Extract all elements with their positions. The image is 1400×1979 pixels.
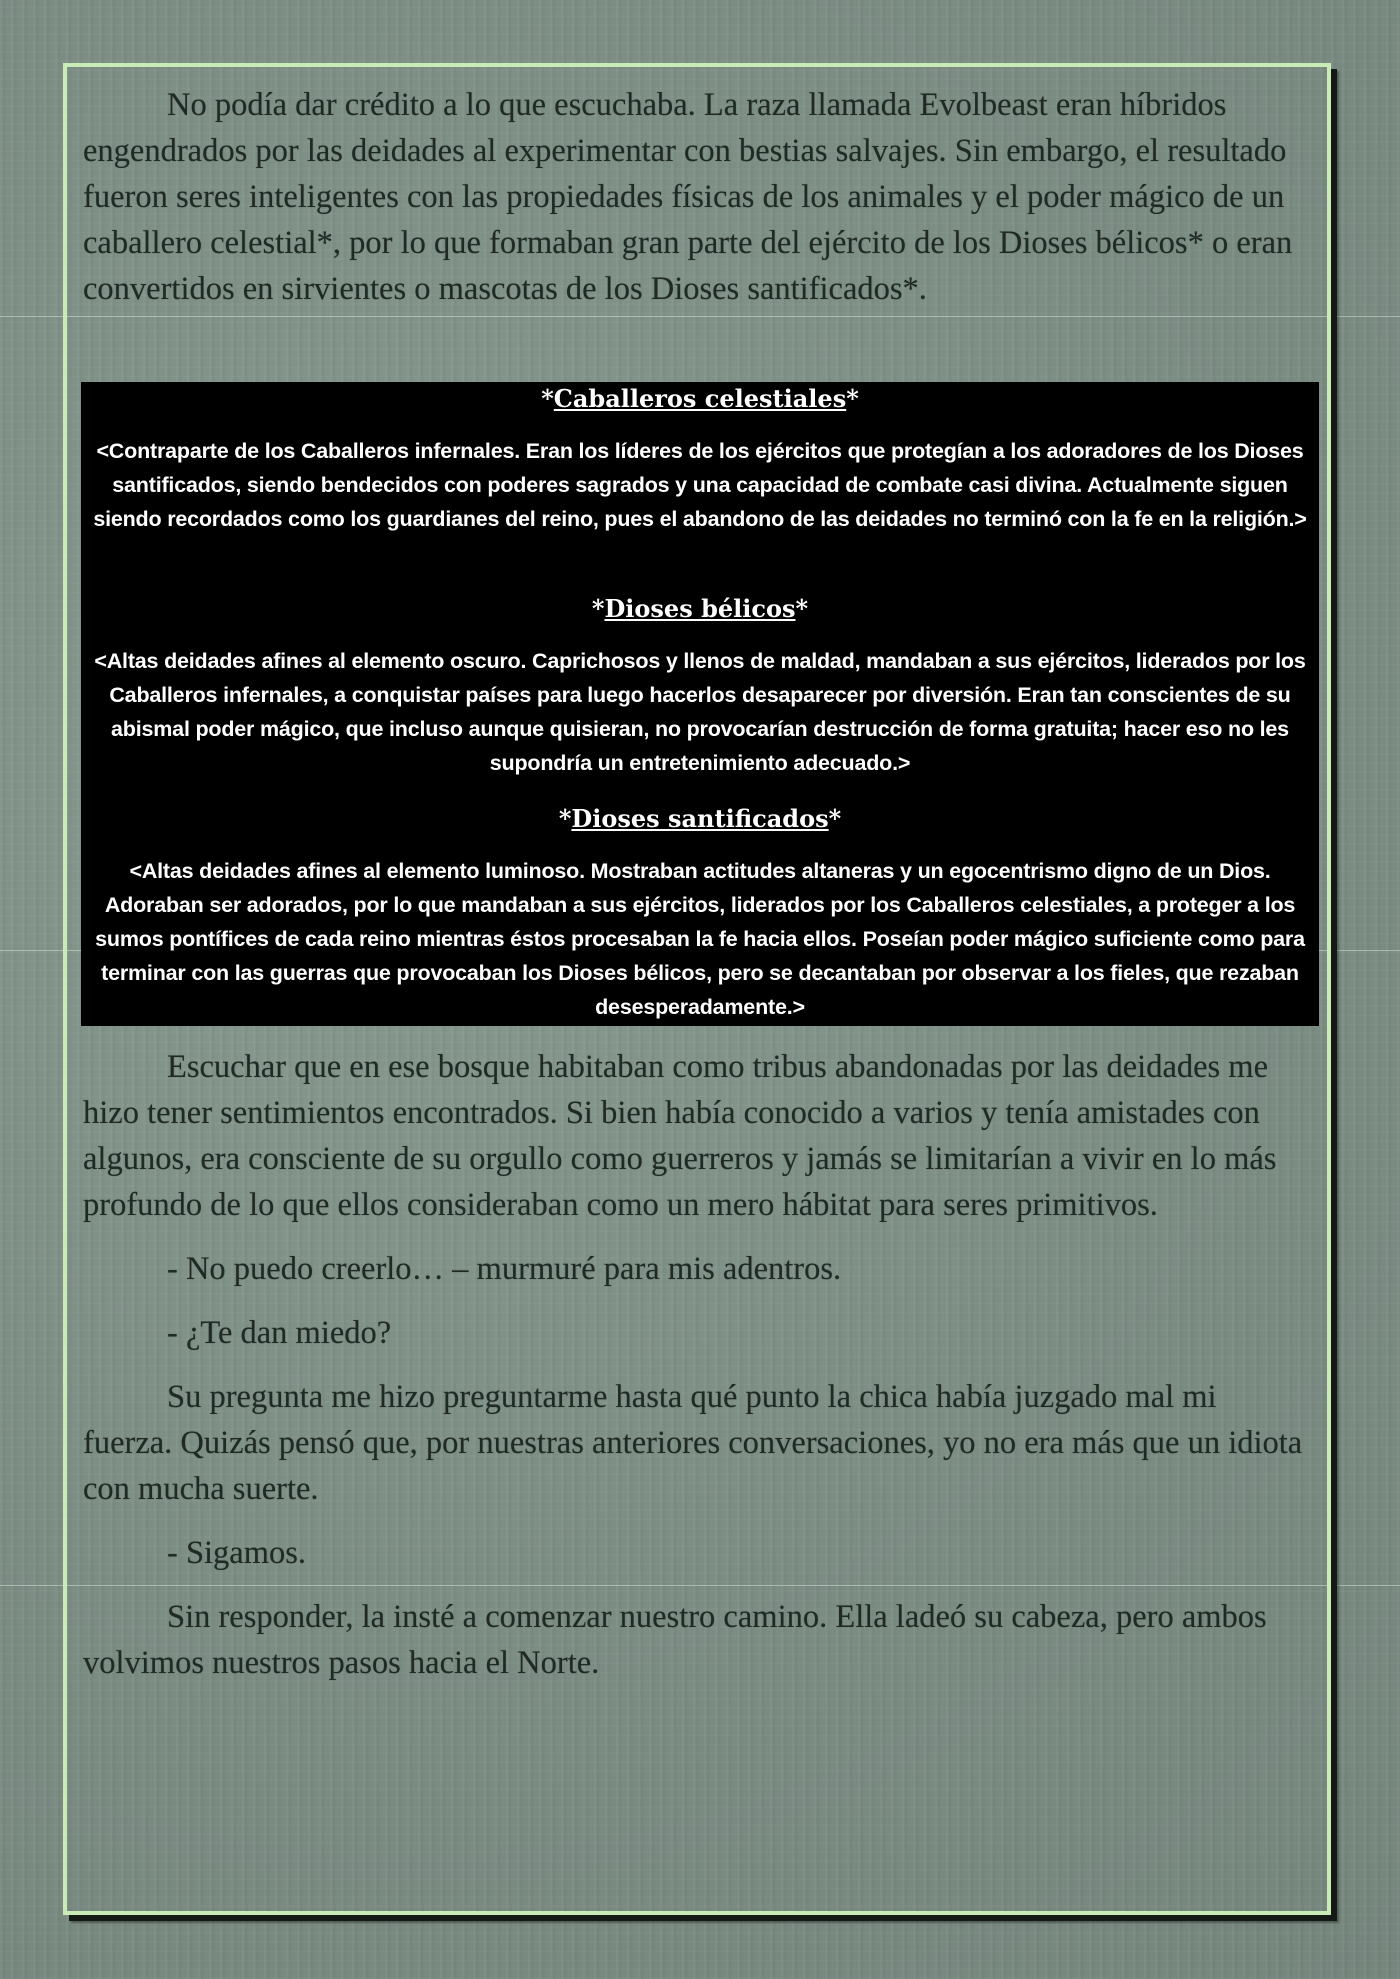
- glossary-entry: [85, 592, 1315, 780]
- glossary-definition: <Altas deidades afines al elemento luminoso. Mostraban actitudes altaneras y un egocentrismo digno de un Dios. Adoraban ser adorados, por lo que mandaban a sus ejércitos, liderados por los Caballeros celestiales, a proteger a los sumos pontífices de cada reino mientras éstos procesaban la fe hacia ellos. Poseían poder mágico suficiente como para terminar con las guerras que provocaban los Dioses bélicos, pero se decantaban por observar a los fieles, que rezaban desesperadamente.>: [95, 859, 1305, 1019]
- page-body-bottom: [83, 1044, 1321, 1686]
- paragraph-question: Su pregunta me hizo preguntarme hasta qué punto la chica había juzgado mal mi fuerza. Quizás pensó que, por nuestras anteriores conversaciones, yo no era más que un idiota con mucha suerte.: [83, 1379, 1303, 1507]
- glossary-mark: *: [541, 384, 554, 413]
- glossary-term-heading: [85, 592, 1315, 626]
- glossary-mark: *: [795, 594, 809, 623]
- dialogue-line: - ¿Te dan miedo?: [167, 1315, 392, 1351]
- glossary-term-heading: [85, 382, 1315, 416]
- paragraph-north: Sin responder, la insté a comenzar nuestro camino. Ella ladeó su cabeza, pero ambos volvimos nuestros pasos hacia el Norte.: [83, 1599, 1267, 1681]
- page-body-top: [83, 82, 1321, 312]
- glossary-box: [81, 382, 1319, 1026]
- glossary-term: Dioses santificados: [571, 804, 829, 833]
- dialogue-line: - Sigamos.: [167, 1535, 307, 1571]
- paragraph-intro: No podía dar crédito a lo que escuchaba. La raza llamada Evolbeast eran híbridos engendrados por las deidades al experimentar con bestias salvajes. Sin embargo, el resultado fueron seres inteligentes con las propiedades físicas de los animales y el poder mágico de un caballero celestial*, por lo que formaban gran parte del ejército de los Dioses bélicos* o eran convertidos en sirvientes o mascotas de los Dioses santificados*.: [83, 87, 1293, 307]
- glossary-mark: *: [558, 804, 572, 833]
- glossary-term: Caballeros celestiales: [553, 384, 847, 413]
- glossary-mark: *: [591, 594, 605, 623]
- dialogue-line: - No puedo creerlo… – murmuré para mis adentros.: [167, 1251, 842, 1287]
- glossary-entry: [85, 382, 1315, 536]
- glossary-mark: *: [846, 384, 859, 413]
- glossary-term: Dioses bélicos: [604, 594, 796, 623]
- glossary-entry: [85, 802, 1315, 1024]
- glossary-term-heading: [85, 802, 1315, 836]
- glossary-mark: *: [828, 804, 842, 833]
- glossary-definition: <Altas deidades afines al elemento oscuro. Caprichosos y llenos de maldad, mandaban a sus ejércitos, liderados por los Caballeros infernales, a conquistar países para luego hacerlos desaparecer por diversión. Eran tan conscientes de su abismal poder mágico, que incluso aunque quisieran, no provocarían destrucción de forma gratuita; hacer eso no les supondría un entretenimiento adecuado.>: [94, 649, 1306, 775]
- paragraph-forest: Escuchar que en ese bosque habitaban como tribus abandonadas por las deidades me hizo tener sentimientos encontrados. Si bien había conocido a varios y tenía amistades con algunos, era consciente de su orgullo como guerreros y jamás se limitarían a vivir en lo más profundo de lo que ellos consideraban como un mero hábitat para seres primitivos.: [83, 1049, 1277, 1223]
- glossary-definition: <Contraparte de los Caballeros infernales. Eran los líderes de los ejércitos que protegían a los adoradores de los Dioses santificados, siendo bendecidos con poderes sagrados y una capacidad de combate casi divina. Actualmente siguen siendo recordados como los guardianes del reino, pues el abandono de las deidades no terminó con la fe en la religión.>: [93, 439, 1307, 531]
